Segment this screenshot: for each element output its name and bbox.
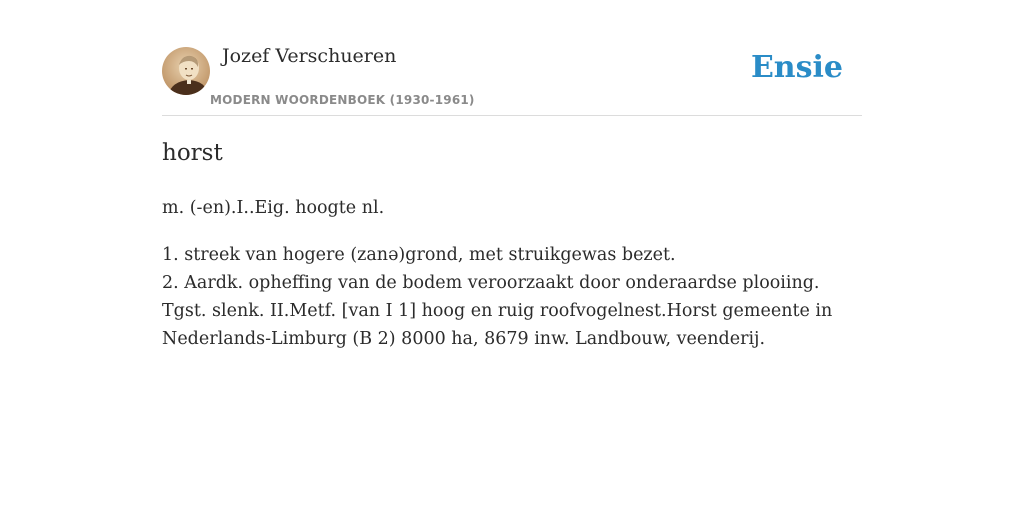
sense-item: 2. Aardk. opheffing van de bodem veroorzaakt door onderaardse plooiing. Tgst. slenk. II.Metf. [van I 1] hoog en ruig roofvogelnest.Horst gemeente in Nederlands-Limburg (B 2) 8000 ha, 8679 inw. Landbouw, veenderij. [162,273,833,349]
ensie-logo[interactable]: Ensie [750,50,843,85]
entry-word: horst [162,140,223,166]
author-name[interactable]: Jozef Verschueren [222,45,397,67]
entry-definition [162,194,862,372]
author-portrait-icon [162,47,210,95]
author-avatar[interactable] [162,47,210,95]
entry-header [162,0,862,116]
sense-item: 1. streek van hogere (zanə)grond, met struikgewas bezet. [162,245,676,265]
source-title[interactable]: MODERN WOORDENBOEK (1930-1961) [210,93,475,107]
entry-card [162,0,862,349]
entry-senses [162,241,862,353]
entry-grammar: m. (-en).I..Eig. hoogte nl. [162,198,385,218]
